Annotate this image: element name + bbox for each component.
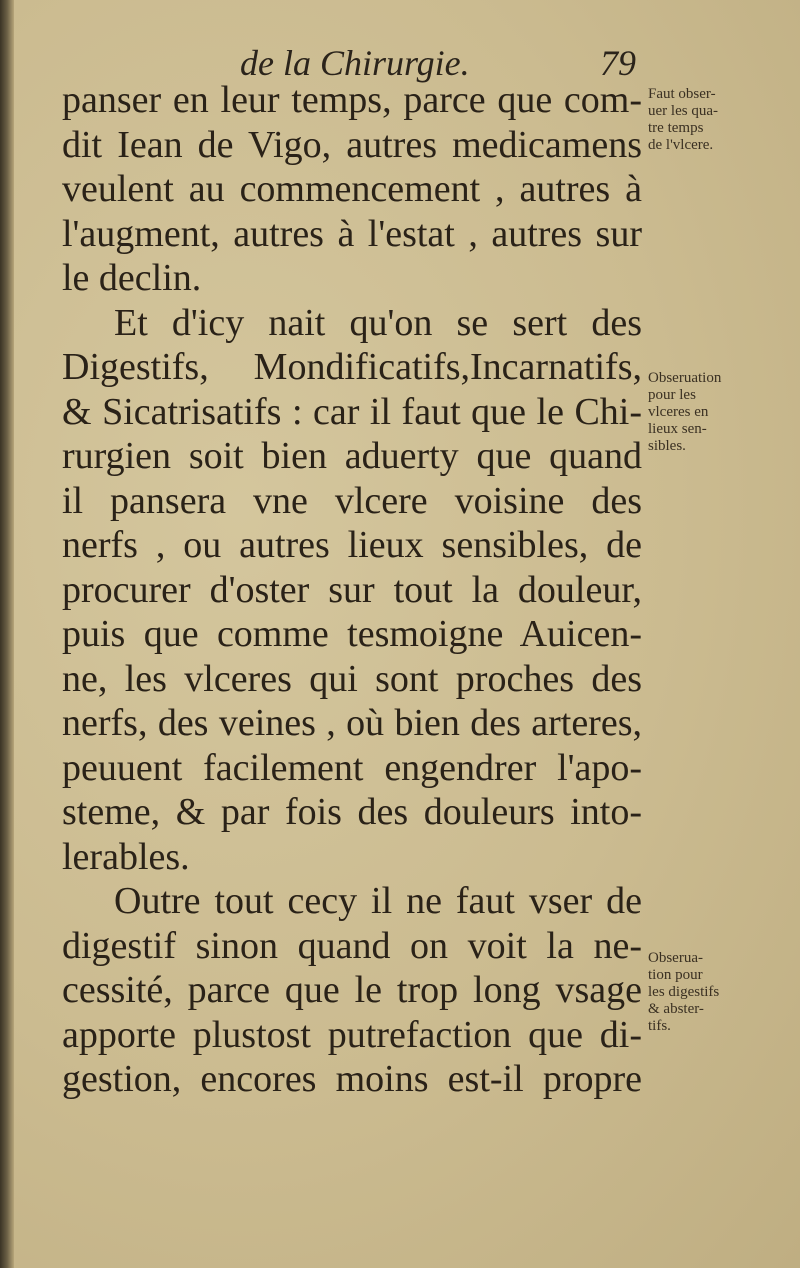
text-line: steme, & par fois des douleurs into-: [62, 791, 642, 833]
margin-note: [648, 86, 798, 154]
text-line: nerfs, des veines , où bien des arteres,: [62, 702, 642, 744]
margin-note-line: vlceres en: [648, 404, 709, 420]
margin-note: [648, 370, 798, 455]
text-line: dit Iean de Vigo, autres medicamens: [62, 123, 642, 166]
binding-edge: [0, 0, 14, 1268]
text-line: l'augment, autres à l'estat , autres sur: [62, 212, 642, 255]
text-line: il pansera vne vlcere voisine des: [62, 479, 642, 522]
margin-note-line: Obseruation: [648, 370, 722, 386]
text-line: Et d'icy nait qu'on se sert des: [114, 301, 642, 344]
text-line: Outre tout cecy il ne faut vser de: [114, 880, 642, 922]
margin-note-line: lieux sen-: [648, 421, 707, 437]
text-line: digestif sinon quand on voit la ne-: [62, 924, 642, 967]
margin-note-line: pour les: [648, 387, 696, 403]
margin-note-line: & abster-: [648, 1001, 704, 1017]
margin-note-line: tifs.: [648, 1018, 671, 1034]
margin-note-line: Obserua-: [648, 950, 703, 966]
margin-note-line: tre temps: [648, 120, 704, 136]
text-line: rurgien soit bien aduerty que quand: [62, 435, 642, 477]
margin-note-line: Faut obser-: [648, 86, 716, 102]
margin-note-line: tion pour: [648, 967, 703, 983]
text-line: veulent au commencement , autres à: [62, 168, 642, 210]
text-line: le declin.: [62, 257, 202, 299]
text-line: puis que comme tesmoigne Auicen-: [62, 613, 642, 655]
margin-note-line: de l'vlcere.: [648, 137, 714, 153]
margin-note-line: sibles.: [648, 438, 686, 454]
text-line: gestion, encores moins est-il propre: [62, 1058, 642, 1100]
text-line: cessité, parce que le trop long vsage: [62, 969, 642, 1011]
margin-note-line: uer les qua-: [648, 103, 718, 119]
text-line: & Sicatrisatifs : car il faut que le Chi-: [62, 390, 642, 433]
text-line: nerfs , ou autres lieux sensibles, de: [62, 524, 642, 566]
text-line: procurer d'oster sur tout la douleur,: [62, 568, 642, 611]
text-line: peuuent facilement engendrer l'apo-: [62, 746, 642, 789]
margin-note-line: les digestifs: [648, 984, 720, 1000]
text-line: apporte plustost putrefaction que di-: [62, 1013, 642, 1056]
running-head: de la Chirurgie.: [240, 43, 470, 83]
main-text-block: [62, 78, 642, 1102]
margin-note: [648, 950, 798, 1035]
text-line: ne, les vlceres qui sont proches des: [62, 657, 642, 700]
text-line: lerables.: [62, 835, 190, 878]
page-number: 79: [600, 43, 636, 83]
text-line: panser en leur temps, parce que com-: [62, 79, 642, 121]
text-line: Digestifs, Mondificatifs,Incarnatifs,: [62, 346, 642, 388]
